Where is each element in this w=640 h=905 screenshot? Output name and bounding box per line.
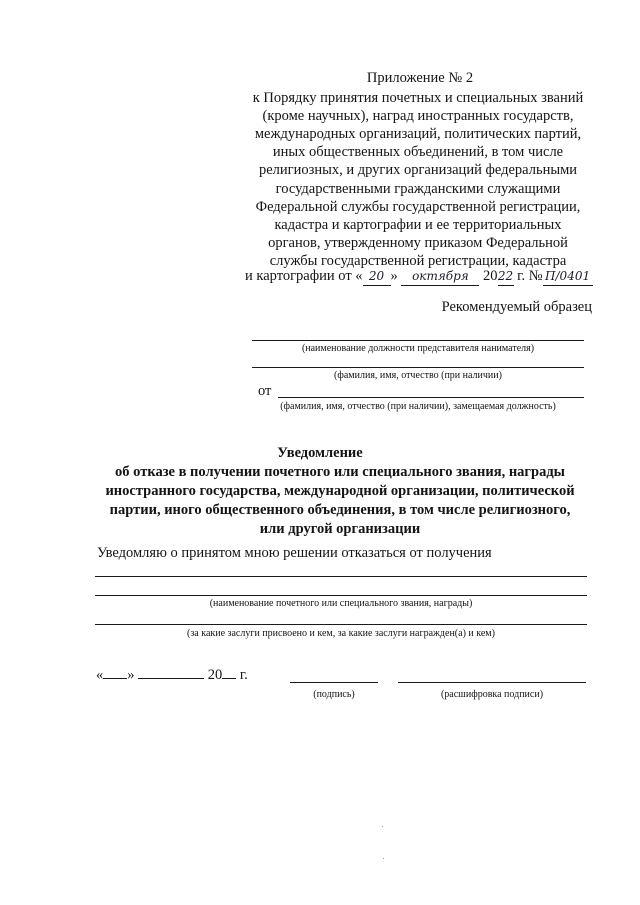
merit-caption: (за какие заслуги присвоено и кем, за какие заслуги награжден(а) и кем) — [187, 628, 495, 639]
date-month-blank — [138, 664, 204, 679]
handwritten-year: 22 — [497, 269, 514, 283]
award-line-1 — [95, 576, 587, 577]
appendix-line: государственными гражданскими служащими — [275, 180, 561, 197]
recommended-label: Рекомендуемый образец — [441, 299, 592, 315]
appendix-line: органов, утвержденному приказом Федеральной — [268, 234, 568, 251]
appendix-line: Федеральной службы государственной регистрации, — [255, 198, 581, 215]
order-line-year-prefix: 20 — [483, 268, 498, 284]
appendix-line: кадастра и картографии и ее территориальных — [274, 216, 562, 233]
date-year-prefix: 20 — [207, 667, 223, 683]
signature-caption: (подпись) — [313, 689, 355, 700]
appendix-line: к Порядку принятия почетных и специальных званий — [252, 90, 584, 106]
signature-decoding-caption: (расшифровка подписи) — [440, 689, 544, 700]
date-year-blank — [222, 664, 236, 679]
from-caption: (фамилия, имя, отчество (при наличии), замещаемая должность) — [280, 401, 556, 412]
notice-body-text: Уведомляю о принятом мною решении отказаться от получения — [97, 545, 492, 561]
handwritten-month: октября — [412, 269, 469, 283]
notice-title: Уведомление — [277, 445, 363, 461]
notice-subtitle-line: иностранного государства, международной организации, политической — [105, 483, 575, 499]
appendix-line: религиозных, и других организаций федеральными — [258, 162, 578, 179]
signature-decoding-line — [398, 682, 586, 683]
merit-line — [95, 624, 587, 625]
date-day-blank — [103, 664, 127, 679]
date-year-suffix: г. — [239, 667, 248, 683]
notice-subtitle-line: или другой организации — [259, 521, 421, 537]
order-line-mid2: г. № — [513, 268, 543, 284]
appendix-line: службы государственной регистрации, кадастра — [269, 252, 567, 269]
order-line — [245, 268, 593, 286]
from-label: от — [258, 383, 272, 399]
date-close-quote: » — [127, 667, 135, 683]
date-field — [96, 664, 248, 684]
award-line-2 — [95, 595, 587, 596]
employer-name-caption: (фамилия, имя, отчество (при наличии) — [334, 370, 502, 381]
employer-position-line — [252, 340, 584, 341]
employer-position-caption: (наименование должности представителя нанимателя) — [301, 343, 535, 354]
handwritten-order-number: П/0401 — [545, 269, 591, 283]
scan-speck — [383, 858, 384, 859]
scan-speck — [382, 826, 383, 827]
award-caption: (наименование почетного или специального звания, награды) — [209, 598, 473, 609]
order-line-mid1: » — [390, 268, 398, 284]
notice-subtitle-line: об отказе в получении почетного или специального звания, награды — [115, 464, 565, 480]
from-line — [278, 397, 584, 398]
appendix-line: международных организаций, политических партий, — [254, 126, 582, 143]
order-line-prefix: и картографии от « — [245, 268, 363, 284]
appendix-title: Приложение № 2 — [366, 70, 474, 86]
appendix-line: иных общественных объединений, в том числе — [272, 144, 564, 161]
notice-subtitle-line: партии, иного общественного объединения, в том числе религиозного, — [109, 502, 571, 518]
date-open-quote: « — [96, 667, 104, 683]
signature-line — [290, 682, 378, 683]
handwritten-day: 20 — [368, 269, 385, 283]
appendix-line: (кроме научных), наград иностранных государств, — [262, 108, 574, 125]
employer-name-line — [252, 367, 584, 368]
